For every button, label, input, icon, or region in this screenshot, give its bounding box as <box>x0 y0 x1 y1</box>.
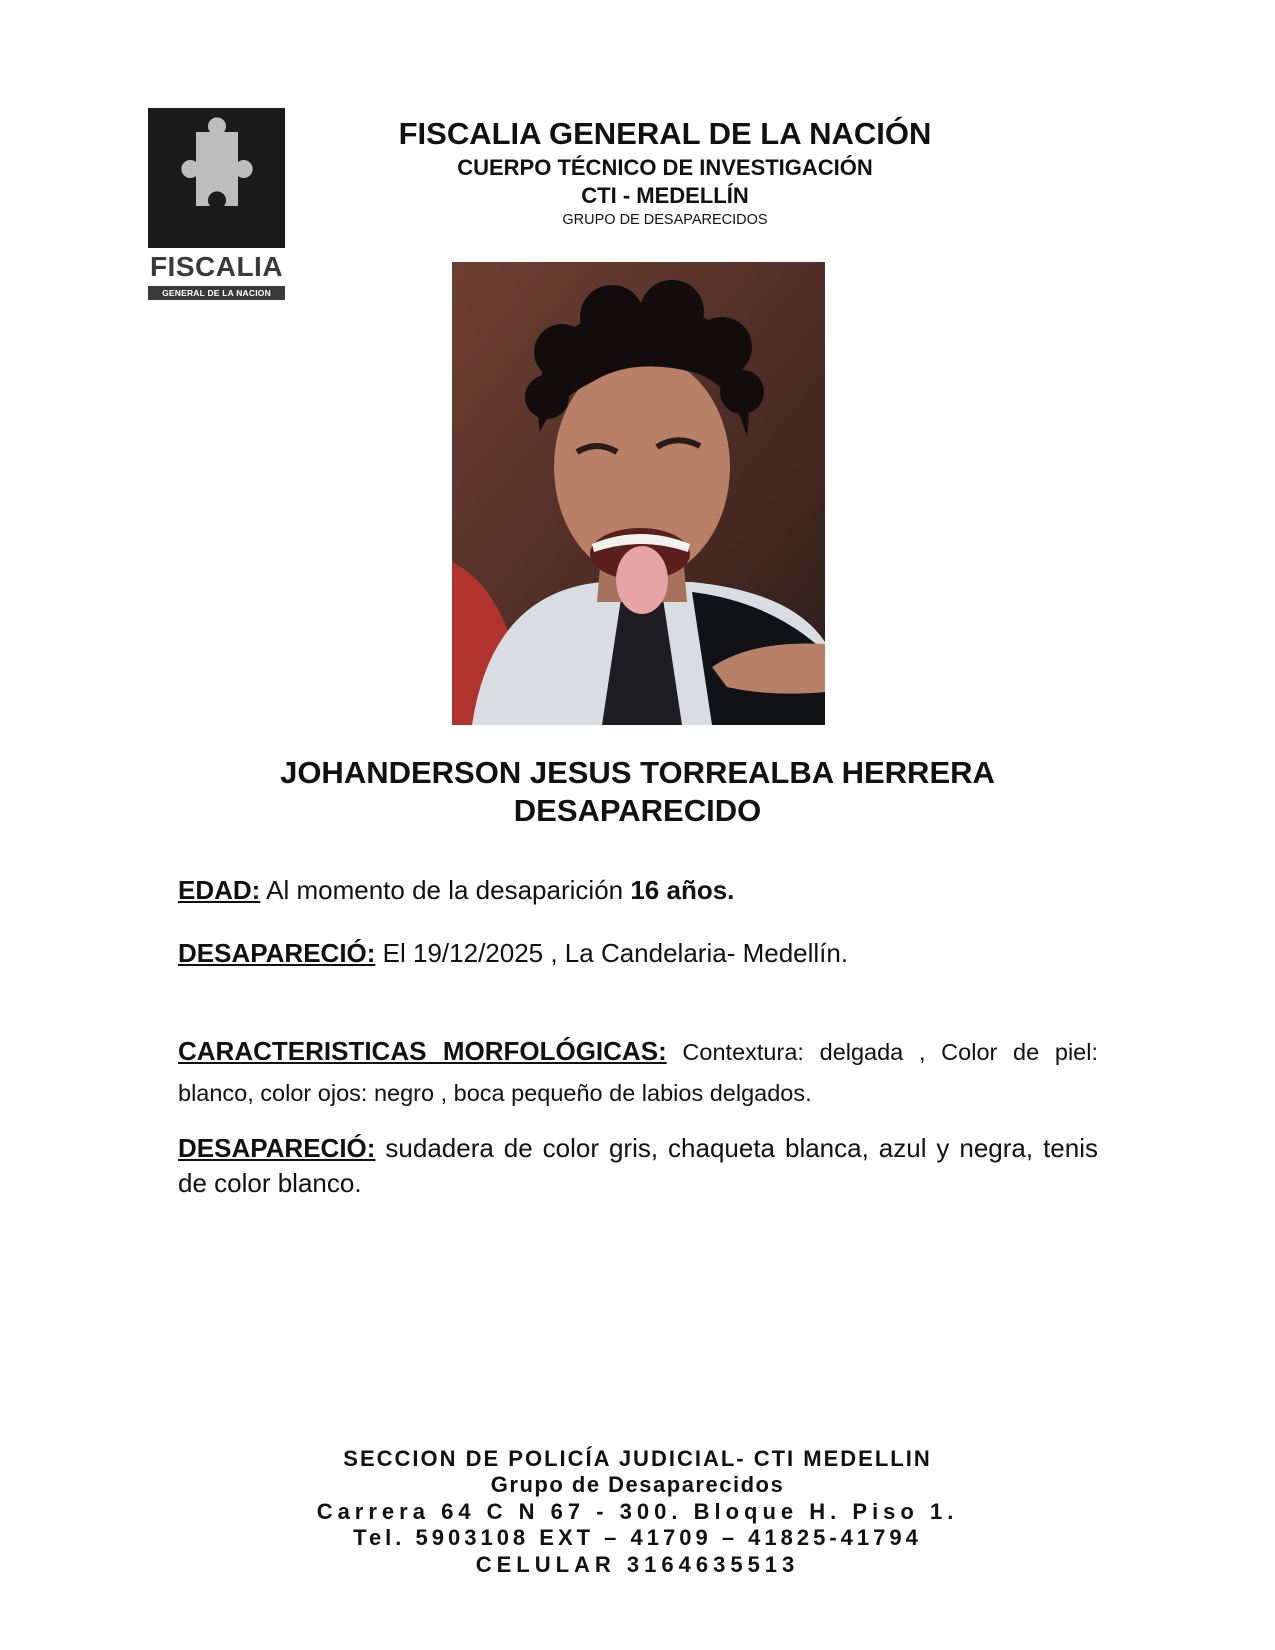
field-edad <box>178 873 1098 907</box>
field-edad-text: Al momento de la desaparición <box>260 875 631 905</box>
footer-address: Carrera 64 C N 67 - 300. Bloque H. Piso 1. <box>316 1499 959 1524</box>
person-status: DESAPARECIDO <box>513 793 762 828</box>
field-desaparecio-text: El 19/12/2025 , La Candelaria- Medellín. <box>375 938 849 968</box>
footer-group: Grupo de Desaparecidos <box>490 1472 785 1497</box>
missing-person-photo <box>452 262 825 725</box>
footer-phone: Tel. 5903108 EXT – 41709 – 41825-41794 <box>353 1525 922 1550</box>
field-vestimenta-label: DESAPARECIÓ: <box>178 1133 376 1163</box>
field-morfologicas-label: CARACTERISTICAS MORFOLÓGICAS <box>178 1036 659 1066</box>
header-subtitle: CUERPO TÉCNICO DE INVESTIGACIÓN <box>457 155 873 180</box>
footer-mobile: CELULAR 3164635513 <box>475 1552 800 1577</box>
logo-word: FISCALIA <box>149 251 284 282</box>
header-group: GRUPO DE DESAPARECIDOS <box>562 212 768 228</box>
header-office: CTI - MEDELLÍN <box>581 183 749 208</box>
field-vestimenta-text: sudadera de color gris, chaqueta blanca, azul y negra, tenis de color blanco. <box>178 1133 1098 1198</box>
person-name: JOHANDERSON JESUS TORREALBA HERRERA <box>280 755 995 790</box>
field-morfologicas-text: Contextura: delgada , Color de piel: blanco, color ojos: negro , boca pequeño de labios delgados. <box>178 1039 1098 1106</box>
field-desaparecio-label: DESAPARECIÓ: <box>178 938 376 968</box>
field-vestimenta <box>178 1131 1098 1201</box>
field-morfologicas <box>178 1031 1098 1114</box>
field-morfologicas-colon: : <box>658 1036 667 1066</box>
footer-section: SECCION DE POLICÍA JUDICIAL- CTI MEDELLIN <box>343 1446 932 1471</box>
puzzle-piece-icon <box>148 108 285 248</box>
field-desaparecio <box>178 936 1098 970</box>
fiscalia-logo <box>148 108 285 302</box>
logo-subword: GENERAL DE LA NACION <box>148 286 285 300</box>
field-edad-value: 16 años. <box>630 875 735 905</box>
header-title: FISCALIA GENERAL DE LA NACIÓN <box>398 116 932 151</box>
field-edad-label: EDAD: <box>178 875 261 905</box>
